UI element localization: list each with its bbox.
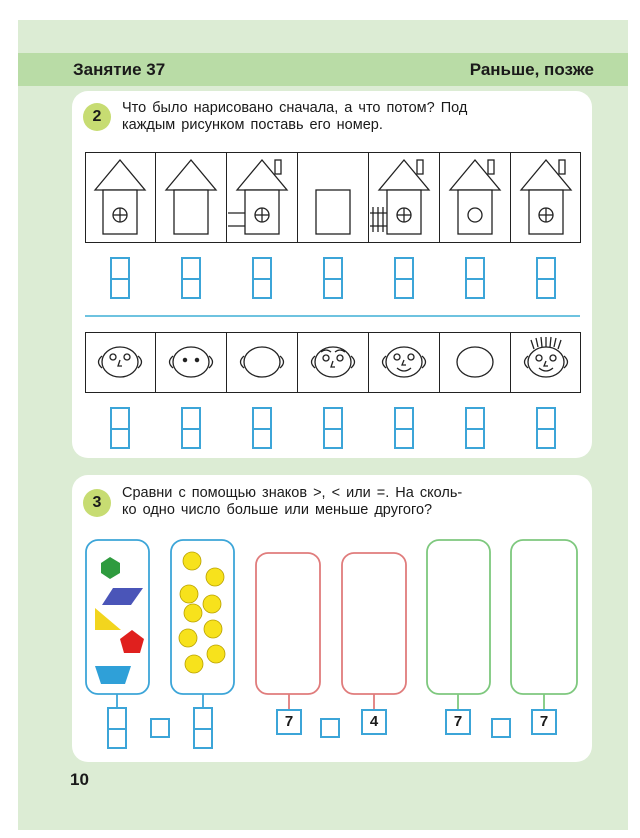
red-frame-2: [342, 553, 406, 694]
page-number: 10: [70, 770, 89, 789]
task2-number-badge: 2: [83, 103, 111, 131]
task3-text-line1: Сравни с помощью знаков >, < или =. На сколь-: [122, 485, 463, 501]
task2-text-line1: Что было нарисовано сначала, а что потом? Под: [122, 100, 468, 116]
number-box-4: 7: [531, 709, 557, 735]
yellow-circle-1: [183, 552, 201, 570]
yellow-circle-4: [203, 595, 221, 613]
compare-sign-box-1[interactable]: [150, 718, 170, 738]
lesson-title: Занятие 37: [73, 60, 166, 79]
yellow-circle-5: [184, 604, 202, 622]
green-frame-2: [511, 540, 577, 694]
blue-trapezoid-icon: [95, 666, 131, 684]
shapes-count-box[interactable]: [107, 707, 127, 749]
task3-number-badge: 3: [83, 489, 111, 517]
task2-text-line2: каждым рисунком поставь его номер.: [122, 117, 383, 133]
green-frame-1: [427, 540, 490, 694]
yellow-circle-6: [204, 620, 222, 638]
yellow-circle-2: [206, 568, 224, 586]
circles-frame: [171, 540, 234, 694]
number-box-2: 4: [361, 709, 387, 735]
yellow-circle-3: [180, 585, 198, 603]
yellow-circle-9: [185, 655, 203, 673]
circles-count-box[interactable]: [193, 707, 213, 749]
compare-sign-box-2[interactable]: [320, 718, 340, 738]
number-box-1: 7: [276, 709, 302, 735]
compare-sign-box-3[interactable]: [491, 718, 511, 738]
task3-text-line2: ко одно число больше или меньше другого?: [122, 502, 433, 518]
topic-title: Раньше, позже: [469, 60, 594, 79]
yellow-circle-7: [179, 629, 197, 647]
yellow-circle-8: [207, 645, 225, 663]
red-frame-1: [256, 553, 320, 694]
number-box-3: 7: [445, 709, 471, 735]
